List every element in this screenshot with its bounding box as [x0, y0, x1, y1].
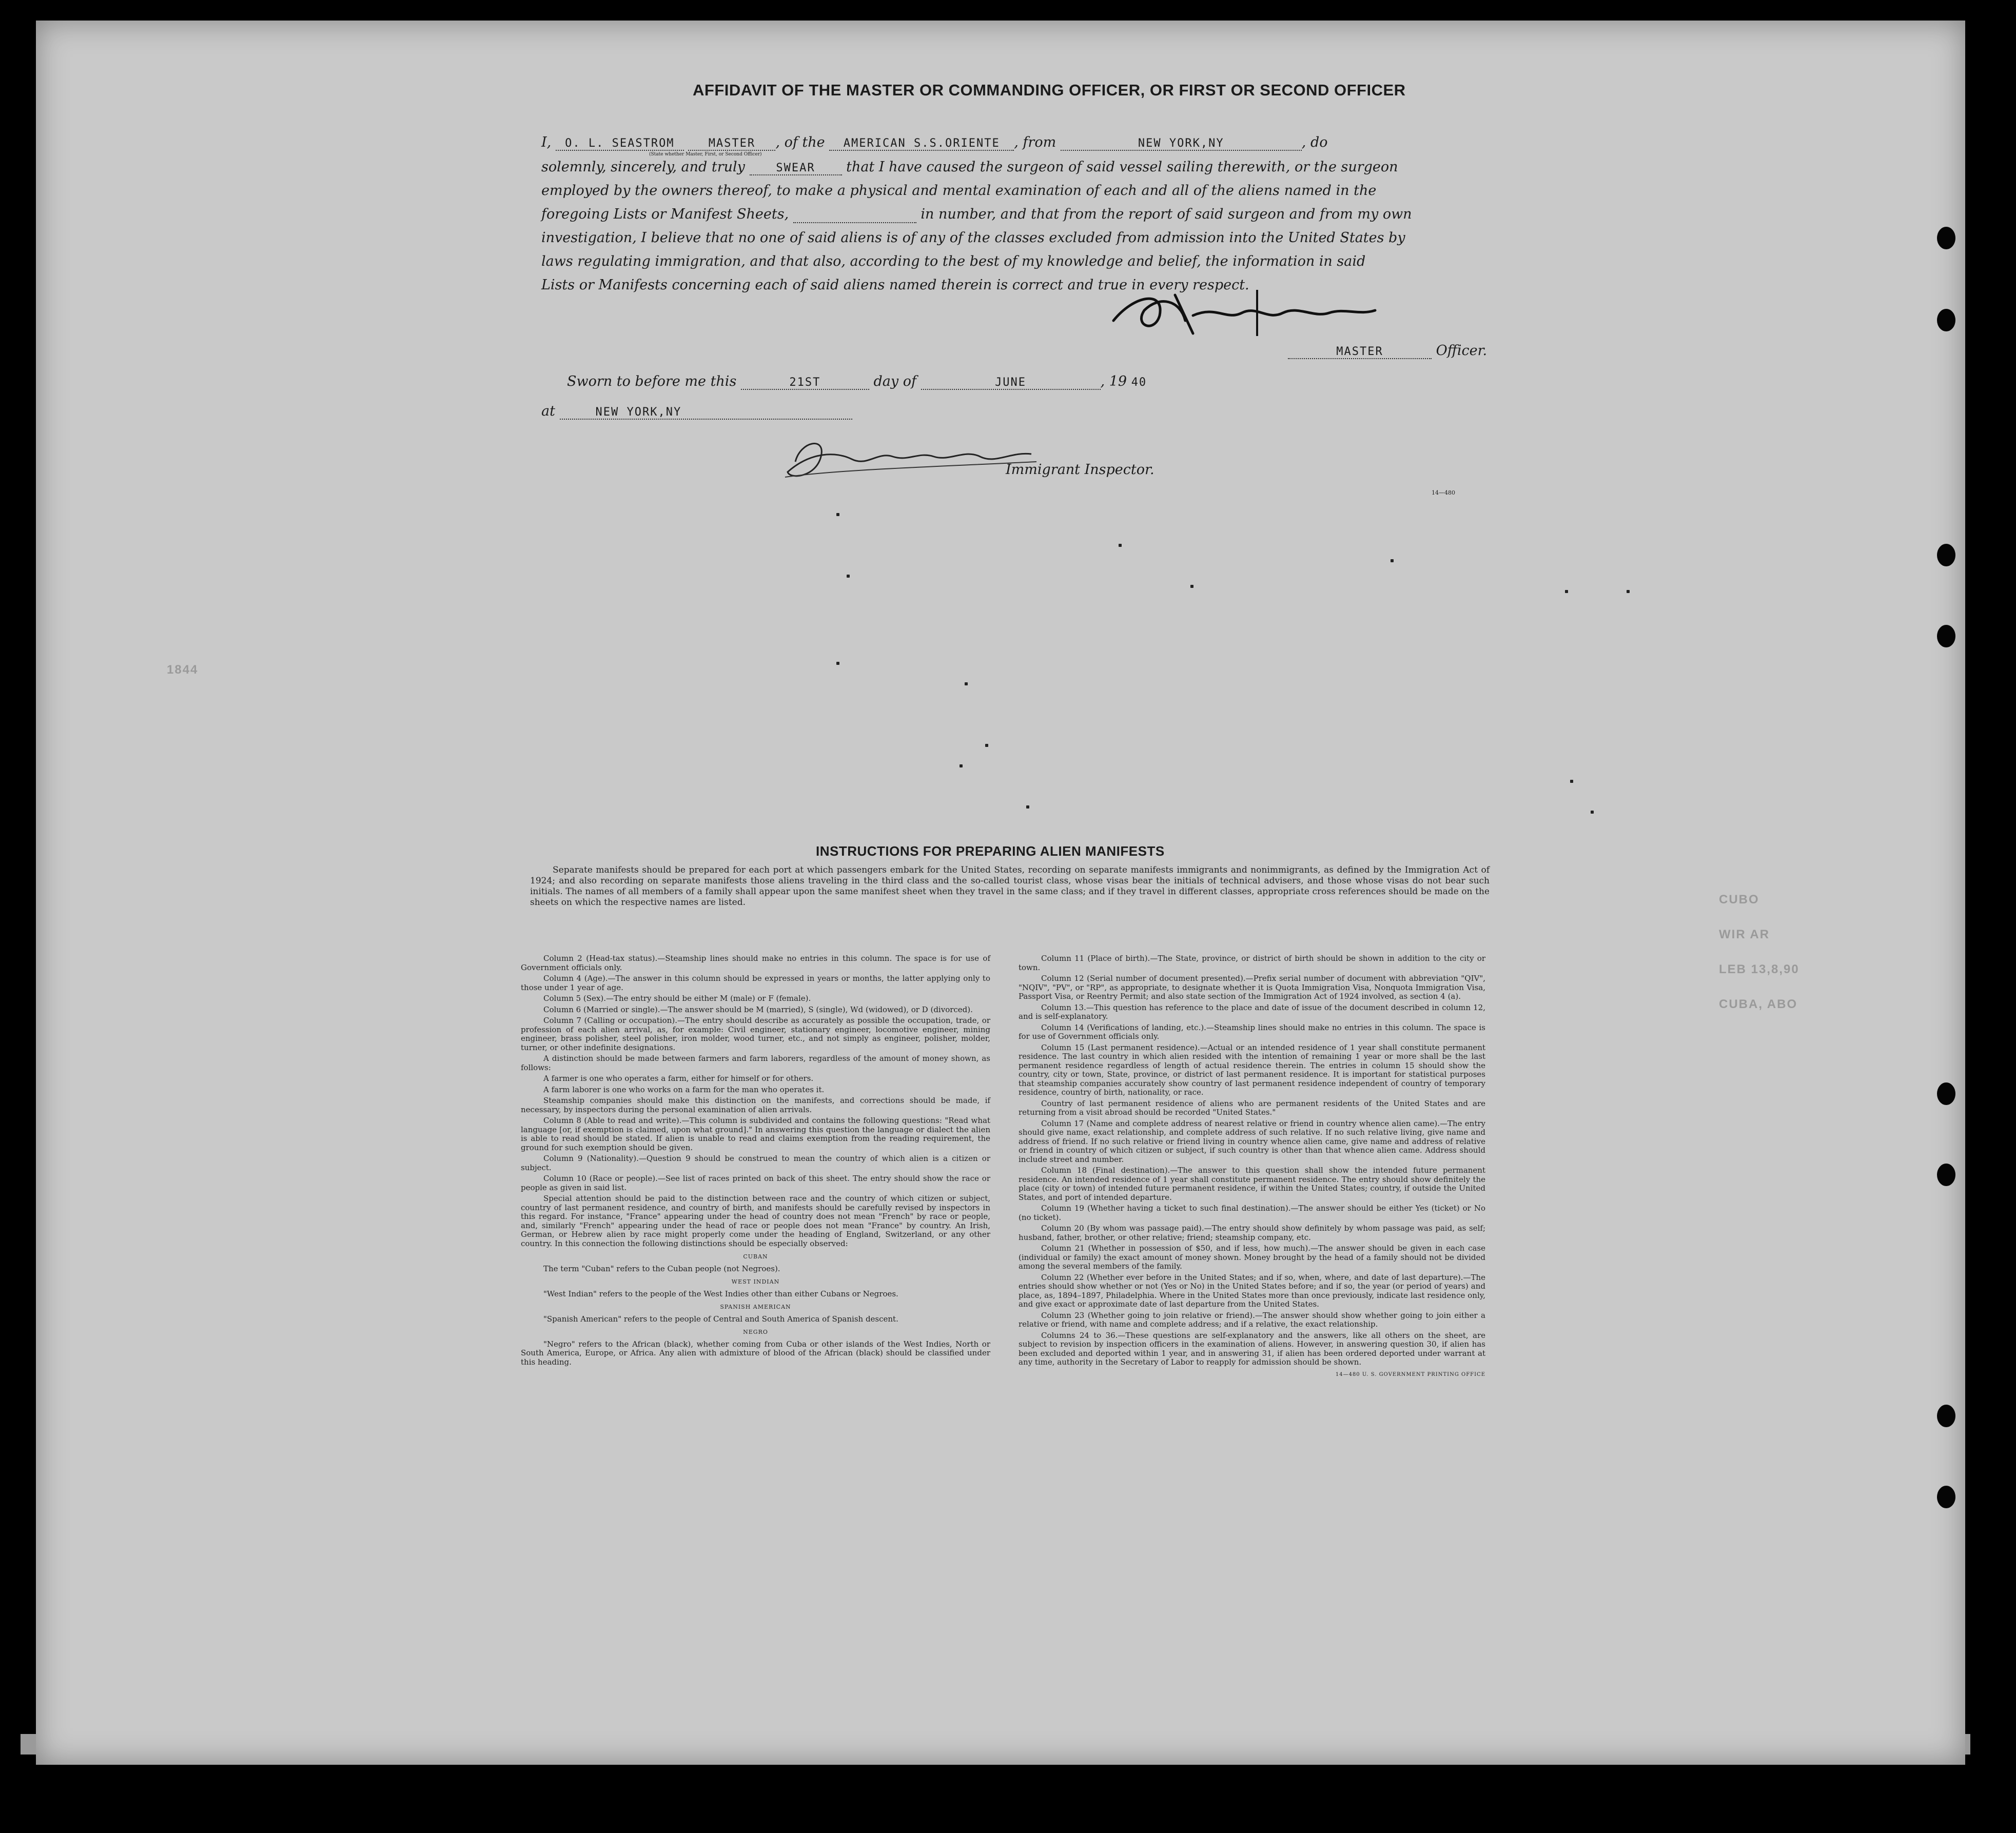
instruction-item: Column 12 (Serial number of document presented).—Prefix serial number of document with abbreviation "QIV", "NQIV", "PV", or "RP", as appropriate, to designate whether it is Quota Immigration Visa, Nonquota Immigration Visa, Passport Visa, or Reentry Permit; and also state section of the Immigration Act of 1924 involved, as section 4 (a).	[1019, 974, 1485, 1001]
bleed-dot	[836, 513, 839, 516]
affidavit-line-1	[541, 134, 1496, 151]
heading-spanish-american: SPANISH AMERICAN	[720, 1304, 791, 1310]
departure-port: NEW YORK,NY	[1061, 137, 1302, 151]
affidavit-line-5: investigation, I believe that no one of said aliens is of any of the classes excluded from admission into the United States by	[541, 230, 1405, 246]
instruction-item: Column 17 (Name and complete address of nearest relative or friend in country whence alien came).—The entry should give name, exact relationship, and complete address of such relative. If no such relative living, give name and address of friend. If no such relative or friend living in country whence alien came, give name and address of relative or friend in country of which citizen or subject, if such country is other than that whence alien came. Address should include street and number.	[1019, 1118, 1485, 1164]
lists-prefix: foregoing Lists or Manifest Sheets,	[541, 206, 789, 222]
instruction-item: A farmer is one who operates a farm, either for himself or for others.	[543, 1074, 814, 1083]
affidavit-line-7: Lists or Manifests concerning each of said aliens named therein is correct and true in every respect.	[541, 277, 1249, 293]
instructions-left-column	[521, 954, 990, 1369]
punch-hole	[1937, 309, 1955, 331]
vessel-name: AMERICAN S.S.ORIENTE	[829, 137, 1014, 151]
punch-hole	[1937, 1405, 1955, 1427]
sworn-place: NEW YORK,NY	[560, 406, 852, 420]
instruction-item: Column 11 (Place of birth).—The State, province, or district of birth should be shown in addition to the city or town.	[1019, 954, 1485, 972]
bleed-mark-right-3: LEB 13,8,90	[1719, 962, 1799, 976]
instruction-negro: "Negro" refers to the African (black), whether coming from Cuba or other islands of the West Indies, North or South America, Europe, or Africa. Any alien with admixture of blood of the African (black) should be classified under this heading.	[521, 1339, 990, 1367]
instruction-item: Column 2 (Head-tax status).—Steamship lines should make no entries in this column. The space is for use of Government officials only.	[521, 954, 990, 972]
bleed-dot	[836, 662, 839, 665]
bleed-dot	[847, 575, 850, 578]
oath-word: SWEAR	[750, 162, 842, 175]
bleed-mark-right-1: CUBO	[1719, 893, 1759, 906]
sworn-prefix: Sworn to before me this	[567, 373, 737, 389]
bleed-dot	[1026, 805, 1029, 809]
heading-cuban: CUBAN	[743, 1253, 768, 1260]
rank-note: (State whether Master, First, or Second Officer)	[649, 152, 762, 157]
instruction-item: Column 4 (Age).—The answer in this column should be expressed in years or months, the latter applying only to those under 1 year of age.	[521, 974, 990, 992]
punch-hole	[1937, 227, 1955, 249]
heading-negro: NEGRO	[743, 1329, 768, 1335]
oath-suffix: that I have caused the surgeon of said vessel sailing therewith, or the surgeon	[846, 159, 1398, 175]
bleed-dot	[960, 764, 963, 767]
instruction-item: Column 6 (Married or single).—The answer should be M (married), S (single), Wd (widowed), or D (divorced).	[543, 1004, 973, 1014]
bleed-dot	[985, 744, 988, 747]
sworn-year: 40	[1131, 376, 1147, 389]
instruction-item: Special attention should be paid to the distinction between race and the country of which citizen or subject, country of last permanent residence, and country of birth, and manifests should be carefully revised by inspectors in this regard. For instance, "France" appearing under the head of country does not mean "French" by race or people, and, similarly "French" appearing under the head of race or people does not mean "France" by country. An Irish, German, or Hebrew alien by race might properly come under the heading of England, Switzerland, or any other country. In this connection the following distinctions should be especially observed:	[521, 1194, 990, 1248]
bleed-dot	[1627, 590, 1630, 593]
officer-rank: MASTER	[688, 137, 775, 151]
instruction-item: Column 14 (Verifications of landing, etc.).—Steamship lines should make no entries in this column. The space is for use of Government officials only.	[1019, 1022, 1485, 1041]
bleed-dot	[1591, 811, 1594, 814]
instruction-item: Columns 24 to 36.—These questions are self-explanatory and the answers, like all others on the sheet, are subject to revision by inspection officers in the examination of aliens. However, in answering question 30, if alien has been excluded and deported within 1 year, and in answering 31, if alien has been ordered deported under warrant at any time, authority in the Secretary of Labor to reapply for admission should be shown.	[1019, 1330, 1485, 1367]
inspector-signature	[780, 431, 1047, 487]
affidavit-title: AFFIDAVIT OF THE MASTER OR COMMANDING OFFICER, OR FIRST OR SECOND OFFICER	[693, 81, 1406, 99]
at-label: at	[541, 403, 555, 419]
bleed-dot	[965, 682, 968, 685]
officer-label: Officer.	[1436, 343, 1487, 359]
instruction-item: Column 15 (Last permanent residence).—Actual or an intended residence of 1 year shall constitute permanent residence. The last country in which alien resided with the intention of remaining 1 year or more shall be the last permanent residence regardless of length of actual residence therein. The entries in column 15 should show the country, city or town, State, province, or district of last permanent residence. It is important for statistical purposes that steamship companies accurately show country of last permanent residence independent of country of temporary residence, country of birth, nationality, or race.	[1019, 1042, 1485, 1097]
inspector-label: Immigrant Inspector.	[1006, 462, 1154, 478]
affidavit-line-6: laws regulating immigration, and that also, according to the best of my knowledge and belief, the information in said	[541, 253, 1366, 269]
lists-suffix: in number, and that from the report of said surgeon and from my own	[921, 206, 1412, 222]
affidavit-line-3: employed by the owners thereof, to make a physical and mental examination of each and all of the aliens named in the	[541, 183, 1377, 199]
instruction-item: Column 5 (Sex).—The entry should be either M (male) or F (female).	[543, 994, 811, 1003]
heading-west-indian: WEST INDIAN	[731, 1278, 780, 1285]
sworn-month: JUNE	[921, 376, 1101, 390]
instruction-west-indian: "West Indian" refers to the people of the West Indies other than either Cubans or Negroes.	[543, 1289, 898, 1298]
instruction-item: A farm laborer is one who works on a farm for the man who operates it.	[543, 1085, 825, 1094]
bleed-dot	[1570, 780, 1573, 783]
of-the-label: , of the	[775, 134, 825, 150]
sworn-place-line	[541, 403, 852, 420]
instruction-item: Column 13.—This question has reference to the place and date of issue of the document described in column 12, and is self-explanatory.	[1019, 1002, 1485, 1021]
officer-name: O. L. SEASTROM	[556, 137, 684, 151]
instructions-right-column	[1019, 954, 1485, 1381]
bleed-mark-right-4: CUBA, ABO	[1719, 997, 1798, 1011]
instruction-spanish-american: "Spanish American" refers to the people of Central and South America of Spanish descent.	[543, 1314, 898, 1324]
instruction-item: Steamship companies should make this distinction on the manifests, and corrections should be made, if necessary, by inspectors during the personal examination of alien arrivals.	[521, 1096, 990, 1114]
instruction-item: Column 18 (Final destination).—The answer to this question shall show the intended future permanent residence. An intended residence of 1 year shall constitute permanent residence. The entry should show definitely the place (city or town) of intended future permanent residence, if within the United States; country, if outside the United States, and port of intended departure.	[1019, 1166, 1485, 1202]
affidavit-prefix: I,	[541, 134, 552, 150]
officer-signature-line	[1288, 343, 1487, 359]
instruction-item: Column 7 (Calling or occupation).—The entry should describe as accurately as possible the occupation, trade, or profession of each alien arrival, as, for example: Civil engineer, stationary engineer, locomotive engineer, mining engineer, brass polisher, steel polisher, iron molder, wood turner, etc., and not simply as engineer, polisher, molder, turner, or other indefinite designations.	[521, 1016, 990, 1052]
instructions-title: INSTRUCTIONS FOR PREPARING ALIEN MANIFESTS	[816, 843, 1165, 859]
bleed-dot	[1565, 590, 1568, 593]
printing-office-footer: 14—480 U. S. GOVERNMENT PRINTING OFFICE	[1335, 1371, 1485, 1377]
instruction-item: Column 19 (Whether having a ticket to such final destination).—The answer should be either Yes (ticket) or No (no ticket).	[1019, 1204, 1485, 1222]
year-prefix: , 19	[1100, 373, 1127, 389]
from-label: , from	[1014, 134, 1056, 150]
bleed-dot	[1119, 544, 1122, 547]
instruction-item: Column 20 (By whom was passage paid).—The entry should show definitely by whom passage was paid, as self; husband, father, brother, or other relative; friend; steamship company, etc.	[1019, 1224, 1485, 1242]
bleed-dot	[1391, 559, 1394, 562]
day-of-label: day of	[873, 373, 916, 389]
sworn-day: 21ST	[741, 376, 869, 390]
instruction-item: Column 10 (Race or people).—See list of races printed on back of this sheet. The entry should show the race or people as given in said list.	[521, 1174, 990, 1192]
affidavit-line-4	[541, 206, 1496, 223]
punch-hole	[1937, 1486, 1955, 1508]
master-signature	[1103, 285, 1380, 341]
punch-hole	[1937, 625, 1955, 647]
instruction-item: Column 9 (Nationality).—Question 9 should be construed to mean the country of which alien is a citizen or subject.	[521, 1154, 990, 1172]
officer-title: MASTER	[1288, 345, 1432, 359]
bleed-dot	[1190, 585, 1193, 588]
instruction-item: Column 21 (Whether in possession of $50, and if less, how much).—The answer should be given in each case (individual or family) the exact amount of money shown. Money brought by the head of a family should not be divided among the several members of the family.	[1019, 1244, 1485, 1271]
punch-hole	[1937, 1164, 1955, 1186]
do-label: , do	[1301, 134, 1328, 150]
oath-prefix: solemnly, sincerely, and truly	[541, 159, 745, 175]
instruction-item: Column 22 (Whether ever before in the United States; and if so, when, where, and date of last departure).—The entries should show whether or not (Yes or No) in the United States before; and if so, the year (or period of years) and place, as, 1894–1897, Philadelphia. Where in the United States more than once previously, indicate last residence only, and give exact or approximate date of last departure from the United States.	[1019, 1272, 1485, 1309]
instruction-cuban: The term "Cuban" refers to the Cuban people (not Negroes).	[543, 1264, 780, 1273]
form-number: 14—480	[1432, 489, 1455, 496]
instructions-intro: Separate manifests should be prepared for each port at which passengers embark for the United States, recording on separate manifests immigrants and nonimmigrants, as defined by the Immigration Act of 1924; and also recording on separate manifests those aliens traveling in the third class and the so-called tourist class, whose visas bear the initials of technical advisers, and those whose visas do not bear such initials. The names of all members of a family shall appear upon the same manifest sheet when they travel in the same class; and if they travel in different classes, appropriate cross references should be made on the sheets on which the respective names are listed.	[530, 865, 1490, 908]
instruction-item: Column 23 (Whether going to join relative or friend).—The answer should show whether going to join either a relative or friend, with name and complete address; and if a relative, the exact relationship.	[1019, 1310, 1485, 1329]
affidavit-line-2	[541, 159, 1496, 175]
bleed-mark-right-2: WIR AR	[1719, 928, 1770, 941]
punch-hole	[1937, 544, 1955, 566]
punch-hole	[1937, 1082, 1955, 1105]
sworn-line	[567, 373, 1147, 390]
instruction-item: Column 8 (Able to read and write).—This column is subdivided and contains the following questions: "Read what language [or, if exemption is claimed, upon what ground]." In answering this question the language or dialect the alien is able to read should be stated. If alien is unable to read and claims exemption from the reading requirement, the ground for such exemption should be given.	[521, 1116, 990, 1152]
bleed-mark-left: 1844	[167, 663, 199, 677]
instruction-item: A distinction should be made between farmers and farm laborers, regardless of the amount of money shown, as follows:	[521, 1054, 990, 1072]
instruction-item: Country of last permanent residence of aliens who are permanent residents of the United States and are returning from a visit abroad should be recorded "United States."	[1019, 1098, 1485, 1117]
